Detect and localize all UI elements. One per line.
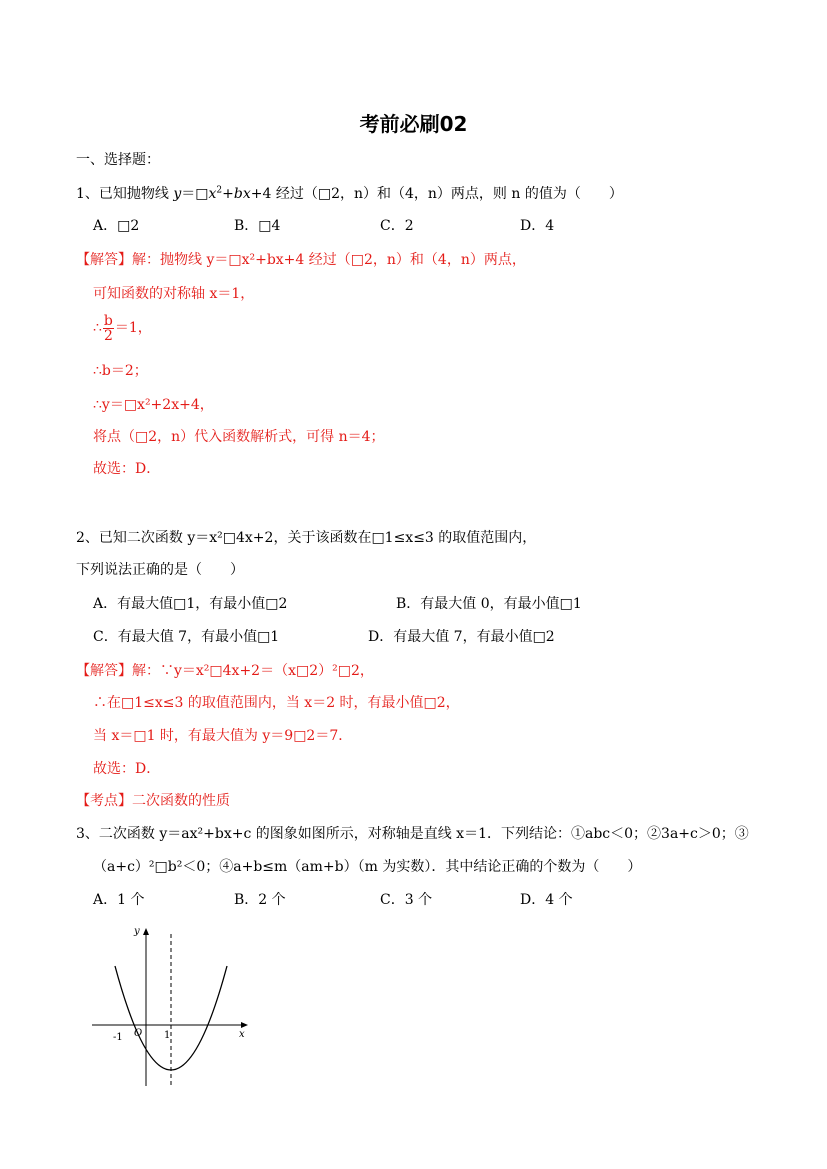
q1-option-c[interactable]: C．2 [380,218,414,234]
q3-option-d[interactable]: D．4 个 [520,892,573,908]
q2-stem-1: 2、已知二次函数 y＝x²□4x+2，关于该函数在□1≤x≤3 的取值范围内， [76,530,537,546]
x-axis-label: x [239,1029,245,1040]
q3-stem-2: （a+c）²□b²＜0；④a+b≤m（am+b）（m 为实数）．其中结论正确的个数为（ ） [93,859,642,875]
q2-answer-line-3: 当 x＝□1 时，有最大值为 y＝9□2＝7． [93,728,353,744]
q1-answer-line-1: 【解答】解：抛物线 y＝□x²+bx+4 经过（□2，n）和（4，n）两点， [76,252,526,268]
q3-option-a[interactable]: A．1 个 [93,892,145,908]
q2-option-a[interactable]: A．有最大值□1，有最小值□2 [93,596,288,612]
q1-answer-line-3: ∴ $\frac{b}{2}$ ＝1， [93,312,152,344]
q1-answer-line-4: ∴b＝2； [93,363,148,379]
q1-answer-line-6: 将点（□2，n）代入函数解析式，可得 n＝4； [93,429,385,445]
q2-answer-line-4: 故选：D． [93,761,161,777]
q1-option-a[interactable]: A．□2 [93,218,140,234]
tick-label-neg1: -1 [113,1032,123,1043]
q1-answer-line-5: ∴y＝□x²+2x+4， [93,397,214,413]
q2-answer-line-1: 【解答】解：∵y＝x²□4x+2＝（x□2）²□2， [76,663,374,679]
q2-knowledge-point: 【考点】二次函数的性质 [76,793,230,809]
q1-answer-label: 【解答】 [76,252,132,268]
q3-option-b[interactable]: B．2 个 [234,892,286,908]
y-axis-arrow [143,928,149,935]
q1-answer-line-2: 可知函数的对称轴 x＝1， [93,286,255,302]
q2-option-d[interactable]: D．有最大值 7，有最小值□2 [368,629,555,645]
q1-option-d[interactable]: D．4 [520,218,555,234]
parabola-graph [88,920,258,1090]
q1-option-b[interactable]: B．□4 [234,218,281,234]
origin-label: O [134,1028,143,1039]
q2-point-label: 【考点】 [76,793,132,809]
q1-answer-line-7: 故选：D． [93,461,161,477]
q3-stem-1: 3、二次函数 y＝ax²+bx+c 的图象如图所示，对称轴是直线 x＝1．下列结论：①abc＜0；②3a+c＞0；③ [76,826,749,842]
q2-stem-2: 下列说法正确的是（ ） [76,562,244,578]
q2-answer-label: 【解答】 [76,663,132,679]
q1-stem: 1、已知抛物线 $y=□x^2+bx+4$ 经过（□2，n）和（4，n）两点，则 n 的值为（ ） [76,185,623,202]
q2-option-c[interactable]: C．有最大值 7，有最小值□1 [93,629,280,645]
q2-answer-line-2: ∴在□1≤x≤3 的取值范围内，当 x＝2 时，有最小值□2， [93,695,460,711]
y-axis-label: y [134,926,140,937]
page-title: 考前必刷02 [359,112,468,136]
tick-label-1: 1 [164,1030,171,1041]
fraction-b-over-2: $\frac{b}{2}$ [103,312,113,344]
q2-option-b[interactable]: B．有最大值 0，有最小值□1 [396,596,582,612]
q3-option-c[interactable]: C．3 个 [380,892,433,908]
x-axis-arrow [241,1022,248,1028]
section-heading: 一、选择题： [76,152,160,168]
